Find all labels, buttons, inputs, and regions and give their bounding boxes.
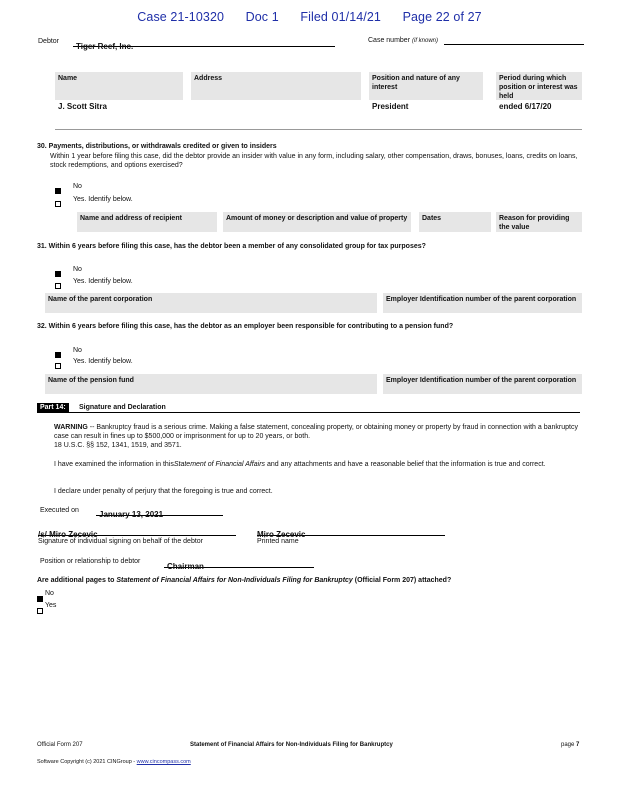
question-30-text: Within 1 year before filing this case, did the debtor provide an insider with value in any form, including salary, other compensation, draws, bonuses, loans, credits on loans, stock redemptions, and options exercised? xyxy=(50,153,578,169)
case-number-field xyxy=(444,37,584,45)
question-31-title: 31. Within 6 years before filing this case, has the debtor been a member of any consolidated group for tax purposes? xyxy=(37,243,426,250)
examined-statement: I have examined the information in thisStatement of Financial Affairs and any attachments and have a reasonable belief that the information is true and correct. xyxy=(54,461,546,468)
position-label: Position or relationship to debtor xyxy=(40,558,141,565)
col-header-address: Address xyxy=(191,72,361,100)
position-value: Chairman xyxy=(167,562,204,571)
q30-col-reason: Reason for providing the value xyxy=(496,212,582,232)
signature-field xyxy=(38,524,236,539)
insider-position: President xyxy=(372,102,409,111)
question-32-title: 32. Within 6 years before filing this case, has the debtor as an employer been responsible for contributing to a pension fund? xyxy=(37,323,454,330)
q32-yes-label: Yes. Identify below. xyxy=(73,358,133,365)
additional-yes-label: Yes xyxy=(45,602,57,609)
printed-name-caption: Printed name xyxy=(257,538,299,545)
executed-field xyxy=(96,504,223,519)
footer-copyright: Software Copyright (c) 2021 CINGroup - www.cincompass.com xyxy=(37,759,191,765)
q30-yes-label: Yes. Identify below. xyxy=(73,196,133,203)
signature-caption: Signature of individual signing on behalf of the debtor xyxy=(38,538,204,545)
footer-page: page 7 xyxy=(561,742,580,748)
insider-name: J. Scott Sitra xyxy=(58,102,107,111)
debtor-name: Tiger Reef, Inc. xyxy=(76,42,134,51)
debtor-field xyxy=(73,36,335,51)
footer-form-name: Official Form 207 xyxy=(37,742,83,748)
insider-period: ended 6/17/20 xyxy=(499,102,552,111)
debtor-label: Debtor xyxy=(38,38,60,45)
printed-name-field xyxy=(257,524,445,539)
q30-col-dates: Dates xyxy=(419,212,491,232)
case-number: Case 21-10320 xyxy=(137,10,225,24)
doc-number: Doc 1 xyxy=(245,10,279,24)
position-field xyxy=(164,556,314,571)
q31-col-parent: Name of the parent corporation xyxy=(45,293,377,313)
part14-rule xyxy=(37,412,580,413)
footer-title: Statement of Financial Affairs for Non-Individuals Filing for Bankruptcy xyxy=(190,742,393,748)
perjury-declaration: I declare under penalty of perjury that the foregoing is true and correct. xyxy=(54,488,273,495)
printed-name-value: Miro Zecevic xyxy=(257,530,306,539)
q32-col-fund: Name of the pension fund xyxy=(45,374,377,394)
q32-no-label: No xyxy=(73,347,82,354)
executed-date: January 13, 2021 xyxy=(99,510,164,519)
executed-label: Executed on xyxy=(40,507,79,514)
q31-no-label: No xyxy=(73,266,82,273)
col-header-name: Name xyxy=(55,72,183,100)
table-divider xyxy=(55,129,582,130)
col-header-period: Period during which position or interest was held xyxy=(496,72,582,100)
q31-yes-label: Yes. Identify below. xyxy=(73,278,133,285)
q30-col-amount: Amount of money or description and value of property xyxy=(223,212,411,232)
part14-title: Signature and Declaration xyxy=(79,404,166,411)
page-indicator: Page 22 of 27 xyxy=(402,10,482,24)
filed-date: Filed 01/14/21 xyxy=(300,10,381,24)
usc-citation: 18 U.S.C. §§ 152, 1341, 1519, and 3571. xyxy=(54,442,182,449)
warning-text: WARNING -- Bankruptcy fraud is a serious crime. Making a false statement, concealing property, or obtaining money or property by fraud in connection with a bankruptcy case can result in fines up to $500,000 or imprisonment for up to 20 years, or both. xyxy=(54,424,578,440)
case-number-label: Case number (if known) xyxy=(368,37,438,44)
q32-yes-checkbox[interactable] xyxy=(55,356,61,374)
part14-label: Part 14: xyxy=(37,403,69,412)
q31-yes-checkbox[interactable] xyxy=(55,276,61,294)
q30-yes-checkbox[interactable] xyxy=(55,194,61,212)
q30-no-label: No xyxy=(73,183,82,190)
court-filing-header xyxy=(0,10,619,24)
additional-pages-question: Are additional pages to Statement of Financial Affairs for Non-Individuals Filing for Bankruptcy (Official Form 207) attached? xyxy=(37,577,452,584)
q30-col-recipient: Name and address of recipient xyxy=(77,212,217,232)
col-header-position: Position and nature of any interest xyxy=(369,72,483,100)
q32-col-ein: Employer Identification number of the parent corporation xyxy=(383,374,582,394)
question-30-title: 30. Payments, distributions, or withdrawals credited or given to insiders xyxy=(37,143,277,150)
additional-yes-checkbox[interactable] xyxy=(37,601,43,619)
footer-link[interactable]: www.cincompass.com xyxy=(136,759,191,765)
q31-col-ein: Employer Identification number of the parent corporation xyxy=(383,293,582,313)
additional-no-label: No xyxy=(45,590,54,597)
signature-value: /s/ Miro Zecevic xyxy=(38,530,98,539)
